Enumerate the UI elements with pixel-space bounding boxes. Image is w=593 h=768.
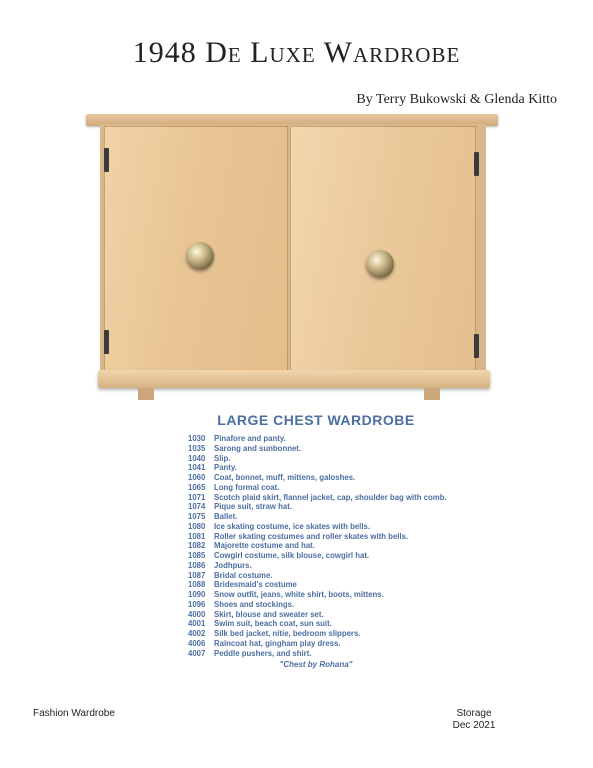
cabinet-foot: [424, 388, 440, 400]
list-item: [188, 493, 456, 503]
item-description: Pinafore and panty.: [214, 434, 286, 443]
catalog-list: [188, 434, 456, 658]
item-number: 1071: [188, 492, 206, 502]
item-description: Long formal coat.: [214, 482, 280, 492]
item-number: 1060: [188, 473, 206, 482]
list-item: [188, 502, 456, 512]
item-description: Silk bed jacket, nitie, bedroom slippers.: [214, 629, 361, 638]
footer-right: [446, 708, 502, 732]
item-description: Cowgirl costume, silk blouse, cowgirl hat.: [214, 551, 370, 560]
item-description: Raincoat hat, gingham play dress.: [214, 638, 341, 648]
list-item: [188, 463, 456, 473]
item-description: Skirt, blouse and sweater set.: [214, 609, 324, 619]
item-description: Slip.: [214, 453, 231, 463]
list-item: [188, 639, 456, 649]
item-number: 1074: [188, 502, 206, 512]
item-number: 1041: [188, 463, 206, 473]
item-number: 1096: [188, 599, 206, 609]
item-number: 1088: [188, 580, 206, 590]
list-item: [188, 522, 456, 532]
item-description: Ice skating costume, ice skates with bells.: [214, 521, 371, 531]
hinge-icon: [474, 152, 479, 176]
list-item: [188, 454, 456, 464]
hinge-icon: [104, 148, 109, 172]
item-description: Panty.: [214, 463, 237, 473]
item-number: 1086: [188, 560, 206, 570]
list-item: [188, 483, 456, 493]
item-description: Bridal costume.: [214, 570, 273, 580]
item-description: Bridesmaid's costume: [214, 580, 297, 590]
list-item: [188, 590, 456, 600]
item-description: Pique suit, straw hat.: [214, 502, 292, 512]
item-number: 1087: [188, 570, 206, 580]
item-description: Roller skating costumes and roller skates with bells.: [214, 531, 409, 541]
item-number: 1080: [188, 521, 206, 531]
list-item: [188, 532, 456, 542]
byline: By Terry Bukowski & Glenda Kitto: [356, 92, 557, 107]
item-description: Jodhpurs.: [214, 560, 252, 570]
catalog-credit: "Chest by Rohana": [279, 660, 353, 670]
door-knob-left: [186, 242, 214, 270]
list-item: [188, 512, 456, 522]
page-title: 1948 De Luxe Wardrobe: [132, 36, 461, 69]
item-description: Snow outfit, jeans, white shirt, boots, mittens.: [214, 590, 384, 599]
item-number: 1035: [188, 443, 206, 453]
list-item: [188, 610, 456, 620]
hinge-icon: [474, 334, 479, 358]
item-number: 1090: [188, 590, 206, 599]
list-item: [188, 444, 456, 454]
item-number: 1065: [188, 482, 206, 492]
list-item: [188, 649, 456, 659]
item-number: 4007: [188, 648, 206, 658]
catalog-clipping: [176, 404, 456, 692]
footer-date: Dec 2021: [452, 720, 496, 731]
item-description: Shoes and stockings.: [214, 599, 295, 609]
list-item: [188, 629, 456, 639]
cabinet-base: [98, 370, 490, 388]
footer-storage: Storage: [456, 708, 492, 719]
item-description: Majorette costume and hat.: [214, 541, 315, 551]
hinge-icon: [104, 330, 109, 354]
list-item: [188, 473, 456, 483]
item-number: 1030: [188, 434, 206, 443]
footer-left: Fashion Wardrobe: [33, 708, 115, 719]
list-item: [188, 571, 456, 581]
item-description: Ballet.: [214, 512, 238, 521]
list-item: [188, 600, 456, 610]
cabinet-foot: [138, 388, 154, 400]
item-number: 1082: [188, 541, 206, 551]
item-number: 1085: [188, 551, 206, 560]
item-description: Coat, bonnet, muff, mittens, galoshes.: [214, 473, 356, 482]
item-number: 4000: [188, 609, 206, 619]
item-number: 1075: [188, 512, 206, 521]
item-number: 4001: [188, 619, 206, 629]
list-item: [188, 551, 456, 561]
list-item: [188, 561, 456, 571]
door-knob-right: [366, 250, 394, 278]
list-item: [188, 580, 456, 590]
item-number: 4006: [188, 638, 206, 648]
list-item: [188, 619, 456, 629]
item-number: 1040: [188, 453, 206, 463]
list-item: [188, 434, 456, 444]
item-description: Swim suit, beach coat, sun suit.: [214, 619, 332, 629]
item-number: 4002: [188, 629, 206, 638]
catalog-heading: LARGE CHEST WARDROBE: [217, 412, 415, 428]
wardrobe-cabinet-photo: [86, 112, 498, 404]
item-number: 1081: [188, 531, 206, 541]
item-description: Scotch plaid skirt, flannel jacket, cap, shoulder bag with comb.: [214, 492, 447, 502]
item-description: Peddle pushers, and shirt.: [214, 648, 312, 658]
list-item: [188, 541, 456, 551]
item-description: Sarong and sunbonnet.: [214, 443, 302, 453]
